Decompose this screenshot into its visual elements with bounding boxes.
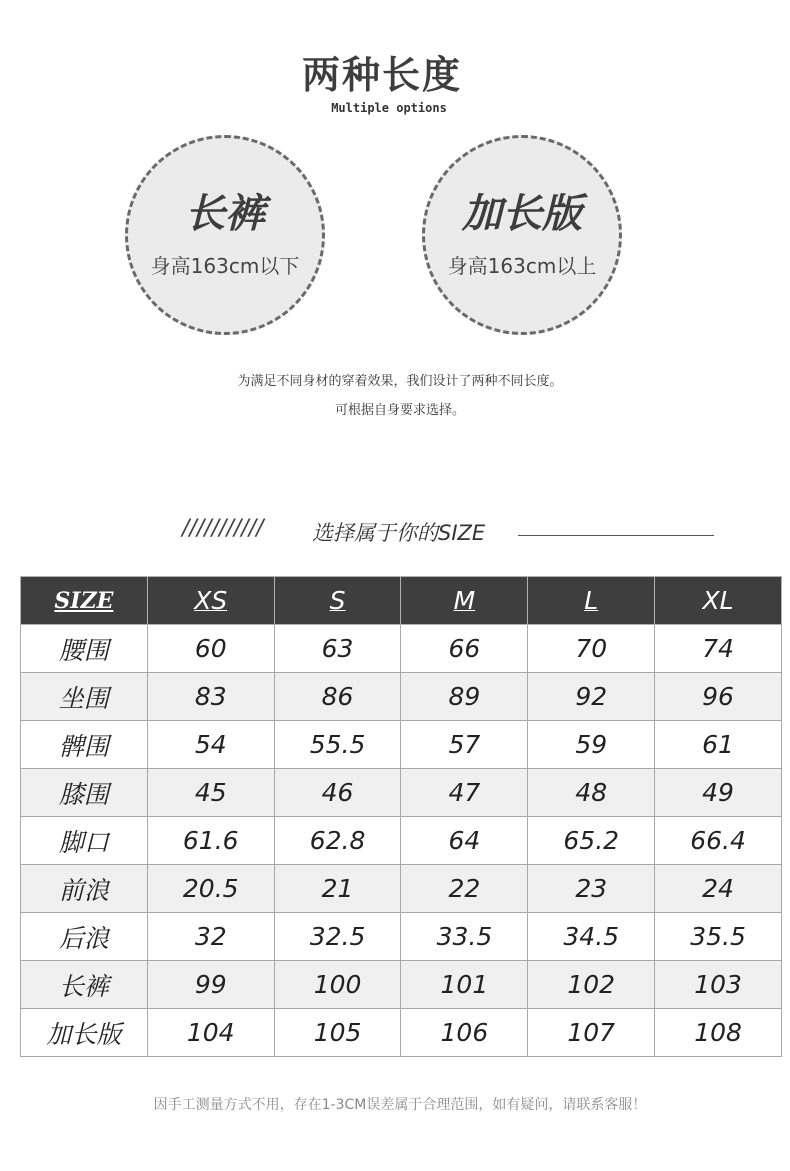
table-cell: 54 bbox=[147, 721, 274, 769]
table-cell: 22 bbox=[401, 865, 528, 913]
table-cell: 20.5 bbox=[147, 865, 274, 913]
table-cell: 35.5 bbox=[655, 913, 782, 961]
row-label: 加长版 bbox=[21, 1009, 148, 1057]
table-row bbox=[21, 769, 782, 817]
option-desc: 身高163cm以上 bbox=[447, 254, 597, 278]
table-cell: 103 bbox=[655, 961, 782, 1009]
table-cell: 21 bbox=[274, 865, 401, 913]
page-subtitle: Multiple options bbox=[331, 101, 447, 115]
table-row bbox=[21, 817, 782, 865]
option-desc: 身高163cm以下 bbox=[150, 254, 300, 278]
row-label: 腰围 bbox=[21, 625, 148, 673]
table-header-size: L bbox=[528, 577, 655, 625]
table-cell: 66.4 bbox=[655, 817, 782, 865]
row-label: 长裤 bbox=[21, 961, 148, 1009]
info-note-line2: 可根据自身要求选择。 bbox=[334, 403, 465, 418]
table-row bbox=[21, 913, 782, 961]
table-cell: 34.5 bbox=[528, 913, 655, 961]
table-cell: 49 bbox=[655, 769, 782, 817]
decorative-slashes: /////////// bbox=[182, 516, 264, 541]
table-cell: 74 bbox=[655, 625, 782, 673]
table-cell: 107 bbox=[528, 1009, 655, 1057]
table-cell: 96 bbox=[655, 673, 782, 721]
table-cell: 108 bbox=[655, 1009, 782, 1057]
table-cell: 61.6 bbox=[147, 817, 274, 865]
table-header-row bbox=[21, 577, 782, 625]
option-name: 加长版 bbox=[462, 191, 582, 237]
table-cell: 23 bbox=[528, 865, 655, 913]
table-row bbox=[21, 961, 782, 1009]
table-header-size-label: SIZE bbox=[21, 577, 148, 625]
option-circle-long bbox=[422, 135, 622, 335]
table-cell: 89 bbox=[401, 673, 528, 721]
row-label: 前浪 bbox=[21, 865, 148, 913]
table-row bbox=[21, 673, 782, 721]
table-cell: 62.8 bbox=[274, 817, 401, 865]
table-cell: 48 bbox=[528, 769, 655, 817]
table-cell: 33.5 bbox=[401, 913, 528, 961]
option-name: 长裤 bbox=[185, 191, 265, 237]
table-cell: 32 bbox=[147, 913, 274, 961]
table-cell: 101 bbox=[401, 961, 528, 1009]
row-label: 髀围 bbox=[21, 721, 148, 769]
row-label: 膝围 bbox=[21, 769, 148, 817]
table-row bbox=[21, 625, 782, 673]
table-cell: 59 bbox=[528, 721, 655, 769]
table-header-size: S bbox=[274, 577, 401, 625]
table-cell: 24 bbox=[655, 865, 782, 913]
table-cell: 47 bbox=[401, 769, 528, 817]
table-cell: 92 bbox=[528, 673, 655, 721]
section-title: 选择属于你的SIZE bbox=[312, 521, 486, 545]
table-cell: 60 bbox=[147, 625, 274, 673]
row-label: 脚口 bbox=[21, 817, 148, 865]
table-cell: 46 bbox=[274, 769, 401, 817]
table-cell: 63 bbox=[274, 625, 401, 673]
table-cell: 86 bbox=[274, 673, 401, 721]
table-cell: 45 bbox=[147, 769, 274, 817]
table-cell: 65.2 bbox=[528, 817, 655, 865]
table-cell: 83 bbox=[147, 673, 274, 721]
table-cell: 105 bbox=[274, 1009, 401, 1057]
table-cell: 104 bbox=[147, 1009, 274, 1057]
table-header-size: XL bbox=[655, 577, 782, 625]
table-cell: 66 bbox=[401, 625, 528, 673]
divider-line bbox=[518, 535, 714, 536]
table-cell: 32.5 bbox=[274, 913, 401, 961]
table-cell: 70 bbox=[528, 625, 655, 673]
table-cell: 100 bbox=[274, 961, 401, 1009]
footer-note: 因手工测量方式不用，存在1-3CM误差属于合理范围，如有疑问，请联系客服！ bbox=[153, 1097, 647, 1113]
row-label: 坐围 bbox=[21, 673, 148, 721]
table-cell: 61 bbox=[655, 721, 782, 769]
table-cell: 106 bbox=[401, 1009, 528, 1057]
table-row bbox=[21, 865, 782, 913]
table-cell: 57 bbox=[401, 721, 528, 769]
row-label: 后浪 bbox=[21, 913, 148, 961]
table-header-size: M bbox=[401, 577, 528, 625]
table-cell: 64 bbox=[401, 817, 528, 865]
table-cell: 99 bbox=[147, 961, 274, 1009]
page-title: 两种长度 bbox=[301, 53, 462, 97]
info-note-line1: 为满足不同身材的穿着效果，我们设计了两种不同长度。 bbox=[237, 374, 563, 389]
size-table bbox=[20, 576, 782, 1057]
table-row bbox=[21, 1009, 782, 1057]
table-cell: 102 bbox=[528, 961, 655, 1009]
table-header-size: XS bbox=[147, 577, 274, 625]
table-row bbox=[21, 721, 782, 769]
table-cell: 55.5 bbox=[274, 721, 401, 769]
option-circle-regular bbox=[125, 135, 325, 335]
